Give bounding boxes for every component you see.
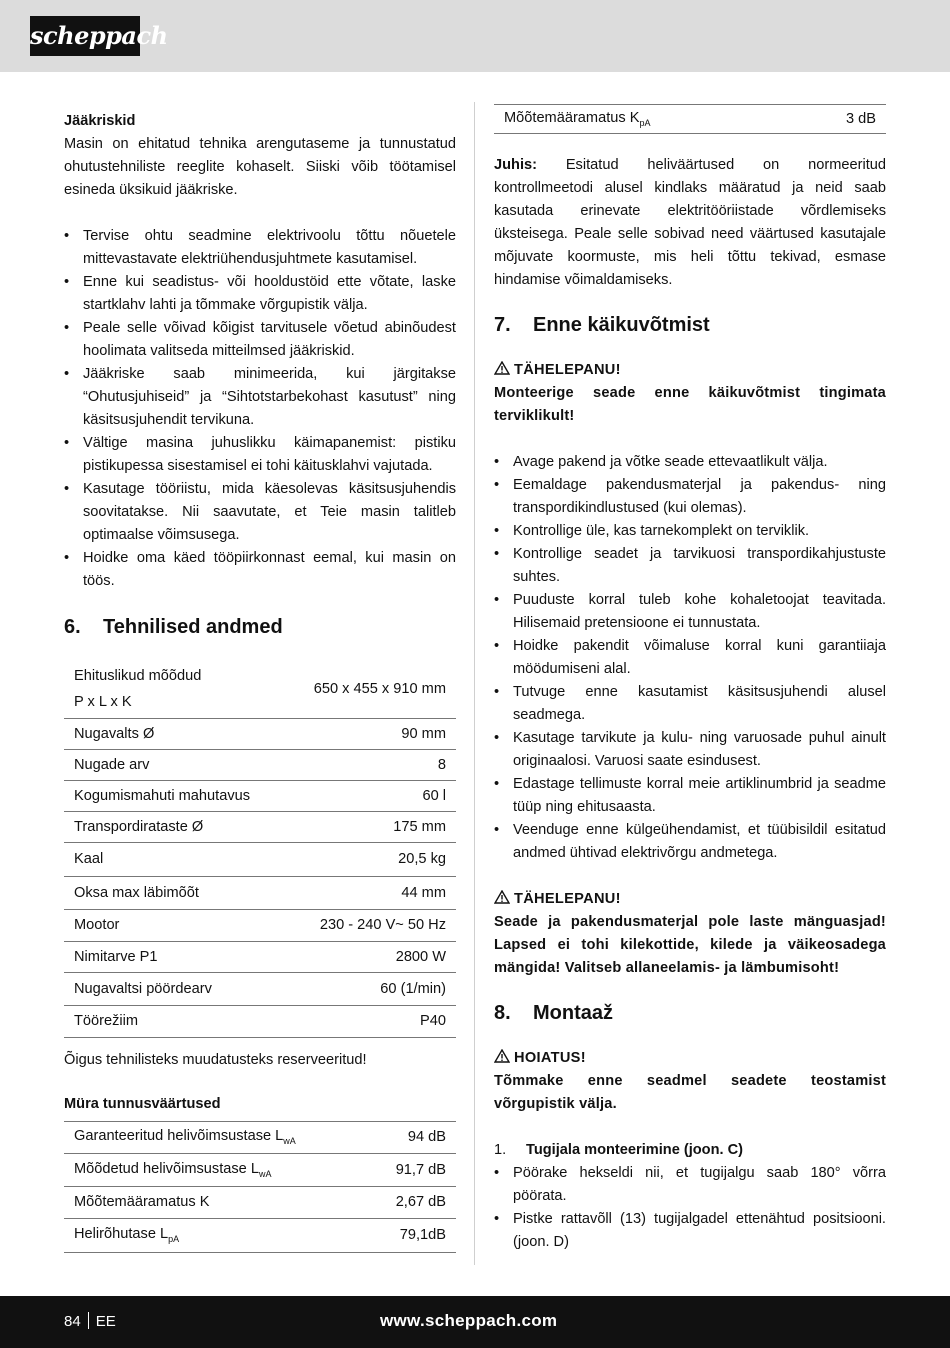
list-item: • Kontrollige üle, kas tarnekomplekt on terviklik.: [494, 520, 886, 543]
list-item: • Vältige masina juhuslikku käimapanemist: pistiku pistikupessa sisestamisel ei tohi käitusklahvi vajutada.: [64, 432, 456, 478]
table-row: [64, 941, 456, 972]
page-indicator: [64, 1311, 116, 1333]
right-column: [494, 104, 886, 1254]
warning-triangle-icon: [494, 1049, 510, 1063]
list-item: • Hoidke oma käed tööpiirkonnast eemal, kui masin on töös.: [64, 547, 456, 593]
table-cell-label: Nugavaltsi pöördearv: [64, 972, 285, 1005]
list-item: • Hoidke pakendit võimaluse korral kuni garantiiaja möödumiseni alal.: [494, 635, 886, 681]
table-cell-label: Kogumismahuti mahutavus: [64, 780, 285, 811]
table-row: [64, 811, 456, 842]
assembly-step: [494, 1139, 886, 1162]
hint-label: Juhis:: [494, 157, 537, 173]
list-item: • Tervise ohtu seadmine elektrivoolu tõttu nõuetele mittevastavate elektriühendusjuhtmete kasutamisel.: [64, 225, 456, 271]
table-cell-label: [64, 1153, 368, 1186]
left-column: [64, 110, 456, 1253]
warning-heading: [494, 888, 886, 911]
section-7-heading: [494, 312, 886, 338]
warning-text: Monteerige seade enne käikuvõtmist tingimata terviklikult!: [494, 385, 886, 424]
residual-risks-list: [64, 225, 456, 593]
table-cell-label: [64, 1218, 368, 1252]
table-cell-value: 175 mm: [285, 811, 456, 842]
table-row: [64, 842, 456, 876]
table-row: [64, 909, 456, 941]
warning-text: Seade ja pakendusmaterjal pole laste mänguasjad! Lapsed ei tohi kilekottide, kilede ja väikeosadega mängida! Valitseb allaneelamis- ja lämbumisoht!: [494, 914, 886, 976]
table-cell-label: Mootor: [64, 909, 285, 941]
list-item: • Jääkriske saab minimeerida, kui järgitakse “Ohutusjuhiseid” ja “Sihtotstarbekohast kasutust” ning käsitsusjuhendit tervikuna.: [64, 363, 456, 432]
assembly-list: [494, 1162, 886, 1254]
list-item: • Puuduste korral tuleb kohe kohaletoojat teavitada. Hilisemaid pretensioone ei tunnustata.: [494, 589, 886, 635]
table-cell-label: [64, 1186, 368, 1218]
startup-list: [494, 451, 886, 865]
warning-triangle-icon: [494, 890, 510, 904]
list-item: • Kasutage tarvikute ja kulu- ning varuosade puhul ainult originaalosi. Varuosi saate esindusest.: [494, 727, 886, 773]
table-cell-label: [64, 1121, 368, 1153]
table-cell-value: 2800 W: [285, 941, 456, 972]
hint-text: Esitatud heliväärtused on normeeritud kontrollmeetodi alusel kindlaks määratud ja neid saab kasutada erinevate elektritööriistade võrdlemiseks üksteisega. Peale selle sobivad need väärtused kasutajale mõjuvate koormuste, mis heli tõttu tekivad, esmase hindamise võimaldamiseks.: [494, 157, 886, 288]
hint-paragraph: [494, 154, 886, 292]
table-cell-label: Nimitarve P1: [64, 941, 285, 972]
table-cell-value: 8: [285, 749, 456, 780]
table-cell-label: [494, 105, 795, 134]
table-cell-value: 90 mm: [285, 718, 456, 749]
table-row: [64, 1121, 456, 1153]
tech-specs-table: [64, 660, 456, 1038]
table-cell-label: Nugade arv: [64, 749, 285, 780]
list-item: • Avage pakend ja võtke seade ettevaatlikult välja.: [494, 451, 886, 474]
list-item: • Peale selle võivad kõigist tarvitusele võetud abinõudest hoolimata valitseda mitteilmsed jääkriskid.: [64, 317, 456, 363]
list-item: • Veenduge enne külgeühendamist, et tüübisildil esitatud andmed ühtivad elektrivõrgu andmetega.: [494, 819, 886, 865]
section-title: Tehnilised andmed: [103, 616, 283, 638]
table-row: [64, 749, 456, 780]
section-number: 6.: [64, 616, 81, 638]
warning-text: Tõmmake enne seadmel seadete teostamist võrgupistik välja.: [494, 1073, 886, 1112]
section-title: Montaaž: [533, 1002, 613, 1024]
table-cell-label: Kaal: [64, 842, 285, 876]
list-item: • Eemaldage pakendusmaterjal ja pakendus- ning transpordikindlustused (kui olemas).: [494, 474, 886, 520]
noise-label-subscript: wA: [283, 1135, 296, 1146]
tech-note: Õigus tehnilisteks muudatusteks reserveeritud!: [64, 1051, 367, 1068]
table-cell-value: 94 dB: [368, 1121, 456, 1153]
warning-heading-text: TÄHELEPANU!: [514, 891, 621, 907]
table-cell-label: Oksa max läbimõõt: [64, 876, 285, 909]
table-cell-value: 60 l: [285, 780, 456, 811]
table-row: [64, 1153, 456, 1186]
section-8-heading: [494, 1000, 886, 1026]
dims-label-line2: P x L x K: [74, 693, 132, 710]
step-title: Tugijala monteerimine (joon. C): [526, 1142, 744, 1158]
table-cell-value: 650 x 455 x 910 mm: [285, 660, 456, 718]
table-cell-value: 79,1dB: [368, 1218, 456, 1252]
table-row: [64, 660, 456, 718]
table-cell-label: Transpordirataste Ø: [64, 811, 285, 842]
table-row: [64, 1005, 456, 1037]
list-item: • Kontrollige seadet ja tarvikuosi transpordikahjustuste suhtes.: [494, 543, 886, 589]
noise-label-subscript: pA: [168, 1233, 180, 1244]
noise-table: [64, 1121, 456, 1253]
table-cell-value: 91,7 dB: [368, 1153, 456, 1186]
table-cell-value: 20,5 kg: [285, 842, 456, 876]
list-item: • Edastage tellimuste korral meie artiklinumbrid ja seadme tüüp ning ehitusaasta.: [494, 773, 886, 819]
list-item: • Enne kui seadistus- või hooldustöid ette võtate, laske startklahv lahti ja tõmmake võrgupistik välja.: [64, 271, 456, 317]
warning-heading-text: TÄHELEPANU!: [514, 362, 621, 378]
step-number: 1.: [494, 1142, 507, 1158]
table-cell-value: 2,67 dB: [368, 1186, 456, 1218]
noise-label: Mõõdetud helivõimsustase L: [74, 1160, 259, 1177]
table-cell-label: Töörežiim: [64, 1005, 285, 1037]
warning-heading: [494, 359, 886, 382]
uncertainty-subscript: pA: [639, 117, 651, 128]
noise-label-subscript: wA: [258, 1168, 272, 1179]
uncertainty-label: Mõõtemääramatus K: [504, 110, 640, 127]
table-cell-value: P40: [285, 1005, 456, 1037]
noise-label: Mõõtemääramatus K: [74, 1194, 210, 1210]
section-title: Enne käikuvõtmist: [533, 314, 710, 336]
residual-risks-heading: Jääkriskid: [64, 113, 136, 129]
dims-label-line1: Ehituslikud mõõdud: [74, 667, 202, 684]
table-row: [64, 718, 456, 749]
section-number: 8.: [494, 1002, 511, 1024]
warning-heading: [494, 1047, 886, 1070]
table-row: [64, 1186, 456, 1218]
list-item: • Pistke rattavõll (13) tugijalgadel ettenähtud positsiooni. (joon. D): [494, 1208, 886, 1254]
list-item: • Pöörake hekseldi nii, et tugijalgu saab 180° võrra pöörata.: [494, 1162, 886, 1208]
table-row: [64, 972, 456, 1005]
table-row: [64, 780, 456, 811]
table-row: [64, 876, 456, 909]
noise-label: Helirõhutase L: [74, 1226, 169, 1243]
page-separator: [88, 1312, 89, 1329]
section-number: 7.: [494, 314, 511, 336]
table-row: [494, 105, 886, 134]
uncertainty-table: [494, 104, 886, 134]
website-link[interactable]: www.scheppach.com: [380, 1311, 558, 1330]
footer-bar: [0, 1296, 950, 1348]
page-number: 84: [64, 1313, 81, 1330]
brand-logo: scheppach: [30, 16, 140, 56]
language-code: EE: [95, 1313, 116, 1330]
list-item: • Tutvuge enne kasutamist käsitsusjuhendi alusel seadmega.: [494, 681, 886, 727]
noise-label: Garanteeritud helivõimsustase L: [74, 1128, 284, 1145]
table-cell-value: 44 mm: [285, 876, 456, 909]
residual-risks-intro: Masin on ehitatud tehnika arengutaseme ja tunnustatud ohutustehniliste reeglite kohaselt. Siiski võib töötamisel esineda üksikuid jääkriske.: [64, 136, 456, 198]
warning-heading-text: HOIATUS!: [514, 1050, 586, 1066]
table-cell-value: 60 (1/min): [285, 972, 456, 1005]
table-row: [64, 1218, 456, 1252]
warning-triangle-icon: [494, 361, 510, 375]
list-item: • Kasutage tööriistu, mida käesolevas käsitsusjuhendis soovitatakse. Nii saavutate, et Teie masin talitleb optimaalse võimsusega.: [64, 478, 456, 547]
section-6-heading: [64, 614, 456, 640]
header-bar: [0, 0, 950, 72]
table-cell-value: 230 - 240 V~ 50 Hz: [285, 909, 456, 941]
noise-heading: Müra tunnusväärtused: [64, 1095, 221, 1112]
table-cell-value: 3 dB: [795, 105, 886, 134]
table-cell-label: [64, 660, 285, 718]
table-cell-label: Nugavalts Ø: [64, 718, 285, 749]
column-divider: [474, 102, 475, 1265]
